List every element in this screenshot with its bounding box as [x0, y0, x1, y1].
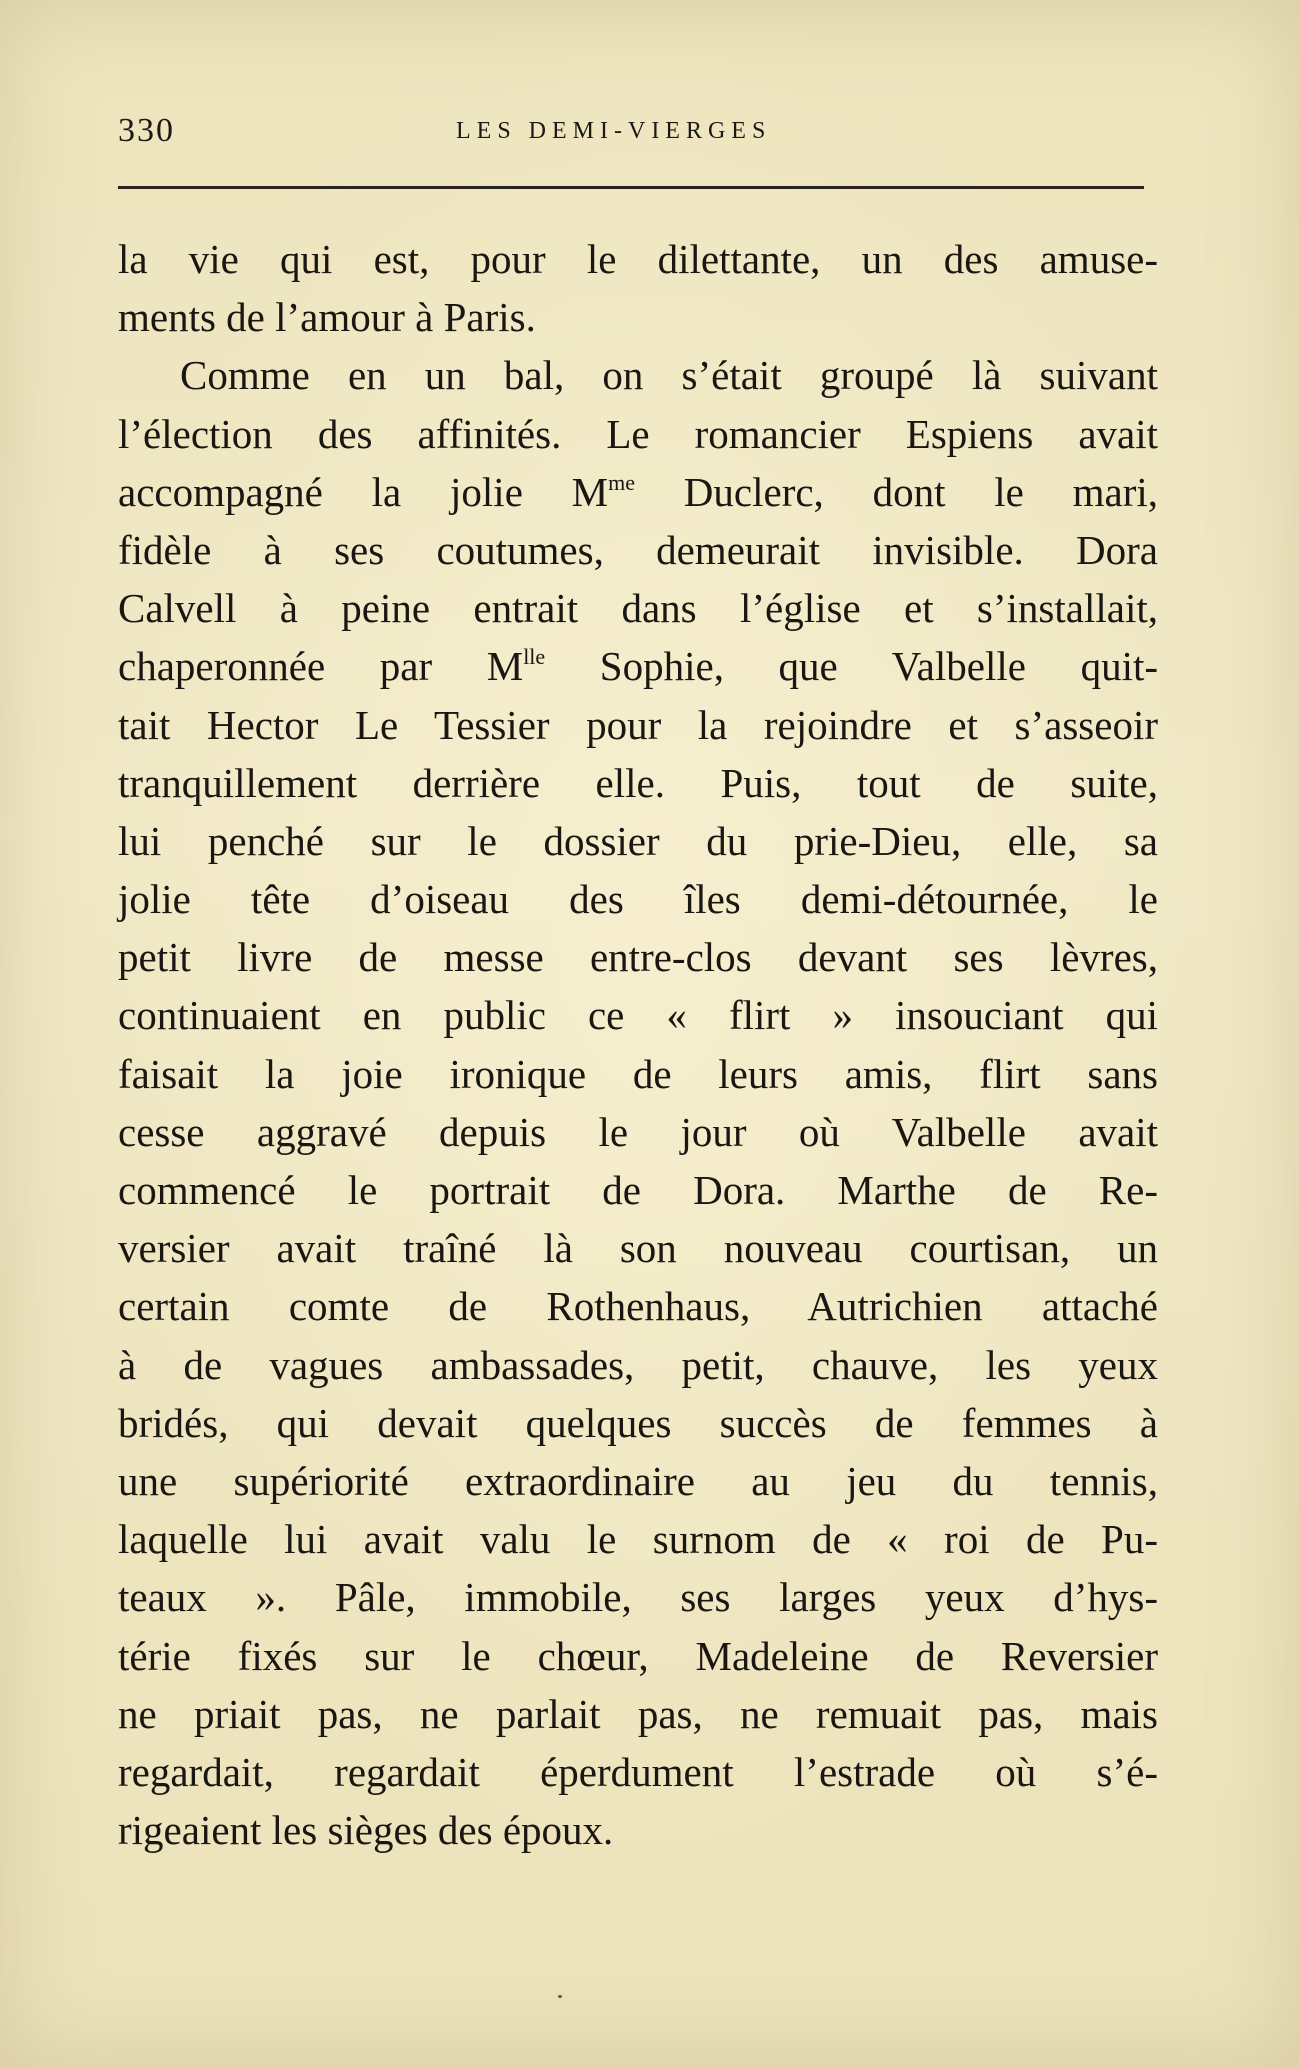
- text-line: la vie qui est, pour le dilettante, un des amuse-: [118, 236, 1158, 282]
- text-line: regardait, regardait éperdument l’estrade où s’é-: [118, 1748, 1158, 1795]
- text-line: versier avait traîné là son nouveau courtisan, un: [118, 1225, 1158, 1272]
- text-segment: Duclerc, dont le mari,: [635, 468, 1158, 515]
- text-line: lui penché sur le dossier du prie-Dieu, elle, sa: [118, 817, 1158, 864]
- text-line: jolie tête d’oiseau des îles demi-détournée, le: [118, 876, 1158, 923]
- text-line: tait Hector Le Tessier pour la rejoindre et s’asseoir: [118, 701, 1158, 748]
- text-line: une supériorité extraordinaire au jeu du tennis,: [118, 1457, 1158, 1504]
- text-line: petit livre de messe entre-clos devant ses lèvres,: [118, 934, 1158, 981]
- running-head: [118, 112, 1144, 152]
- text-line: [118, 463, 1158, 521]
- text-line: bridés, qui devait quelques succès de femmes à: [118, 1399, 1158, 1446]
- superscript: me: [608, 469, 636, 495]
- text-segment: accompagné la jolie M: [118, 468, 609, 515]
- body-text: [118, 230, 1158, 1859]
- text-line: à de vagues ambassades, petit, chauve, les yeux: [118, 1341, 1158, 1388]
- text-line: [118, 637, 1158, 695]
- text-line: Calvell à peine entrait dans l’église et s’installait,: [118, 585, 1158, 632]
- header-rule: [118, 186, 1144, 189]
- book-title: LES DEMI-VIERGES: [456, 118, 772, 144]
- text-segment: chaperonnée par M: [118, 643, 524, 690]
- text-line: certain comte de Rothenhaus, Autrichien attaché: [118, 1283, 1158, 1330]
- text-line: cesse aggravé depuis le jour où Valbelle avait: [118, 1108, 1158, 1155]
- text-segment: Sophie, que Valbelle quit-: [545, 643, 1159, 690]
- text-line: continuaient en public ce « flirt » insouciant qui: [118, 992, 1158, 1039]
- text-line: faisait la joie ironique de leurs amis, flirt sans: [118, 1050, 1158, 1097]
- text-line: teaux ». Pâle, immobile, ses larges yeux d’hys-: [118, 1574, 1158, 1621]
- text-line: ments de l’amour à Paris.: [118, 294, 536, 341]
- text-line: l’élection des affinités. Le romancier Espiens avait: [118, 410, 1158, 457]
- paper-speck: [558, 1995, 562, 1998]
- superscript: lle: [523, 644, 546, 670]
- text-line: fidèle à ses coutumes, demeurait invisible. Dora: [118, 526, 1158, 573]
- text-line: commencé le portrait de Dora. Marthe de Re-: [118, 1167, 1158, 1213]
- page-number: 330: [118, 112, 175, 149]
- text-line: térie fixés sur le chœur, Madeleine de Reversier: [118, 1632, 1158, 1679]
- text-line: ne priait pas, ne parlait pas, ne remuait pas, mais: [118, 1690, 1158, 1737]
- text-line: Comme en un bal, on s’était groupé là suivant: [180, 352, 1158, 399]
- text-line: tranquillement derrière elle. Puis, tout de suite,: [118, 759, 1158, 806]
- text-line: laquelle lui avait valu le surnom de « roi de Pu-: [118, 1516, 1158, 1563]
- text-line: rigeaient les sièges des époux.: [118, 1807, 614, 1854]
